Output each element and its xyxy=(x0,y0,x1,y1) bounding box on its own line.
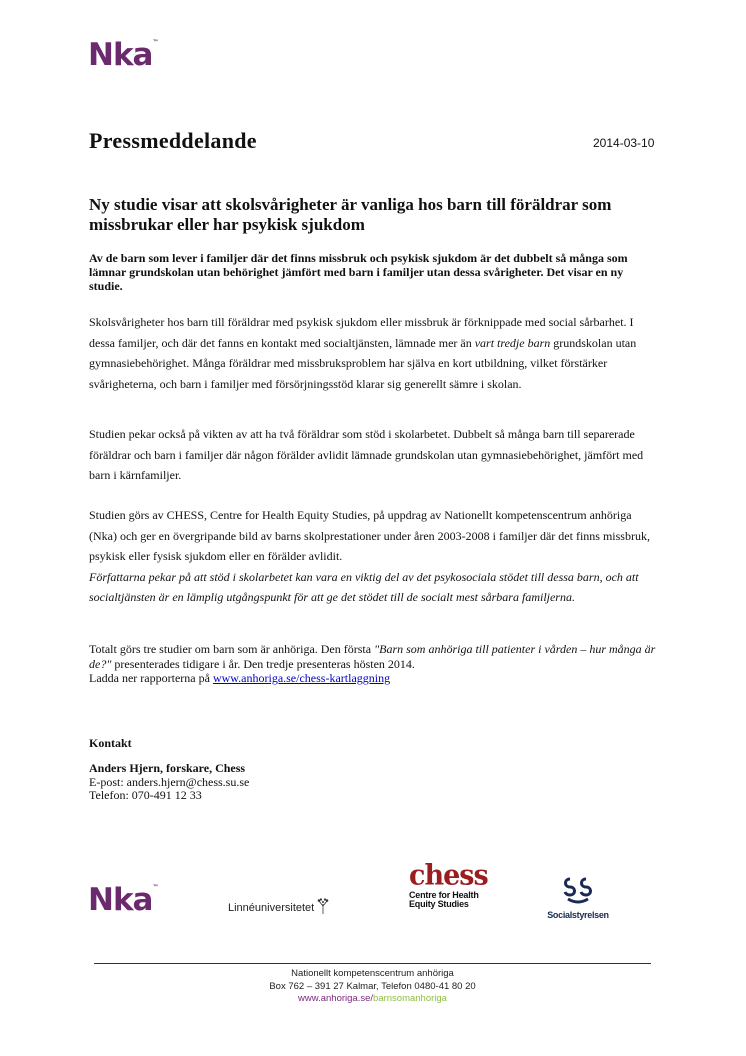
paragraph-1: Skolsvårigheter hos barn till föräldrar med psykisk sjukdom eller missbruk är förknippade med social sårbarhet. I dessa familjer, och där det fanns en kontakt med socialtjänsten, lämnade mer än vart tredje barn grundskolan utan gymnasiebehörighet. Många föräldrar med missbruksproblem har själva en kort utbildning, vilket förstärker svårigheterna, och barn i familjer med försörjningsstöd klarar sig generellt sämre i skolan. xyxy=(89,315,637,391)
contact-phone: Telefon: 070-491 12 33 xyxy=(89,788,202,802)
contact-block xyxy=(89,762,249,803)
document-date: 2014-03-10 xyxy=(593,136,655,150)
footer-link-barnsomanhoriga[interactable]: barnsomanhoriga xyxy=(373,993,447,1004)
contact-email: E-post: anders.hjern@chess.su.se xyxy=(89,774,250,789)
contact-name: Anders Hjern, forskare, Chess xyxy=(89,761,246,775)
socialstyrelsen-label: Socialstyrelsen xyxy=(547,910,609,920)
footer-address: Box 762 – 391 27 Kalmar, Telefon 0480-41 80 20 xyxy=(269,980,476,992)
footer-org: Nationellt kompetenscentrum anhöriga xyxy=(291,968,454,979)
document-type-title: Pressmeddelande xyxy=(89,128,257,153)
contact-heading: Kontakt xyxy=(89,736,132,750)
footer xyxy=(94,968,651,1006)
paragraph-4: Totalt görs tre studier om barn som är anhöriga. Den första "Barn som anhöriga till patienter i vården – hur många är de?" presenterades tidigare i år. Den tredje presenteras hösten 2014. Ladda ner rapporterna på www.anhoriga.se/chess-kartlaggning xyxy=(89,642,656,685)
chess-wordmark: chess xyxy=(409,859,488,892)
chess-logo xyxy=(409,859,489,909)
linnaea-flower-icon xyxy=(317,898,329,914)
footer-link-anhoriga[interactable]: www.anhoriga.se xyxy=(298,993,371,1004)
headline: Ny studie visar att skolsvårigheter är vanliga hos barn till föräldrar som missbrukar eller har psykisk sjukdom xyxy=(89,195,612,234)
socialstyrelsen-logo xyxy=(540,875,616,920)
socialstyrelsen-emblem-icon xyxy=(560,875,596,905)
lead-paragraph: Av de barn som lever i familjer där det finns missbruk och psykisk sjukdom är det dubbelt så många som lämnar grundskolan utan behörighet jämfört med barn i familjer utan dessa svårigheter. Det visar en ny studie. xyxy=(89,251,628,293)
report-download-link[interactable]: www.anhoriga.se/chess-kartlaggning xyxy=(212,671,391,685)
footer-divider xyxy=(94,963,651,964)
footer-links: www.anhoriga.se/barnsomanhoriga xyxy=(298,993,447,1004)
nka-logo-bottom: Nka™ xyxy=(88,882,158,918)
paragraph-2: Studien pekar också på vikten av att ha två föräldrar som stöd i skolarbetet. Dubbelt så många barn till separerade föräldrar och barn i familjer där någon förälder avlidit lämnade grundskolan utan gymnasiebehörighet, jämfört med barn i kärnfamiljer. xyxy=(89,427,644,482)
linneuniversitetet-logo: Linnéuniversitetet xyxy=(228,898,329,914)
nka-logo: Nka™ xyxy=(88,37,158,73)
paragraph-3: Studien görs av CHESS, Centre for Health Equity Studies, på uppdrag av Nationellt kompetenscentrum anhöriga (Nka) och ger en övergripande bild av barns skolprestationer under åren 2003-2008 i familjer där det finns missbruk, psykisk eller fysisk sjukdom eller en förälder avlidit. Författarna pekar på att stöd i skolarbetet kan vara en viktig del av det psykosociala stödet till dessa barn, och att socialtjänsten är en lämplig utgångspunkt för att ge det stödet till de socialt mest sårbara familjerna. xyxy=(89,508,650,604)
chess-subtitle: Centre for Health Equity Studies xyxy=(409,890,479,909)
